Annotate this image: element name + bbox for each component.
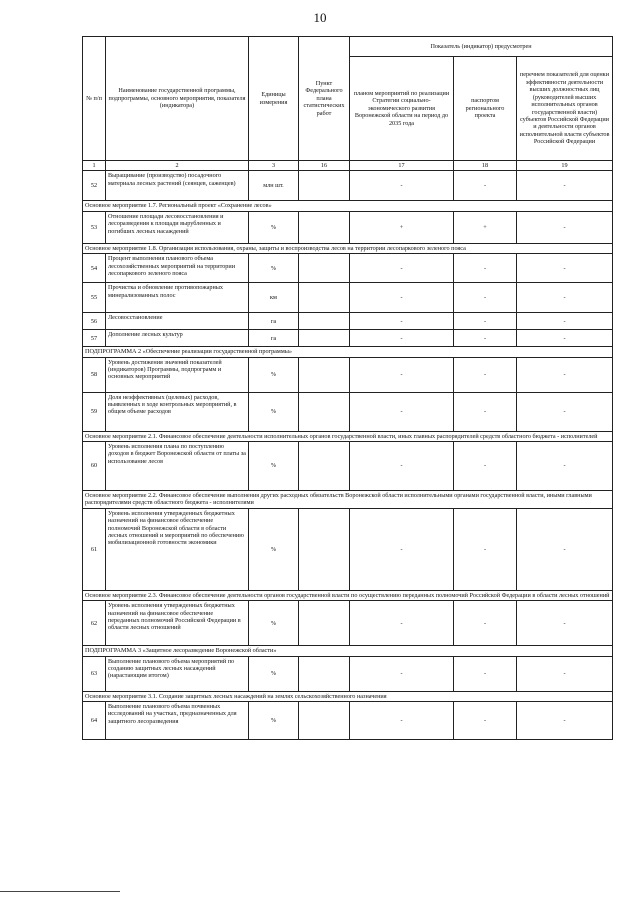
section-row bbox=[83, 590, 613, 600]
table-row bbox=[83, 211, 613, 243]
table-row bbox=[83, 656, 613, 691]
header-passport: паспортом регионального проекта bbox=[454, 57, 517, 161]
header-index: 1 bbox=[83, 161, 106, 171]
header-index: 3 bbox=[249, 161, 299, 171]
strategy-cell: - bbox=[350, 313, 454, 330]
passport-cell: - bbox=[454, 702, 517, 740]
indicator-name: Уровень исполнения утвержденных бюджетных назначений на финансовое обеспечение переданных полномочий Российской Федерации в области лесных отношений bbox=[106, 601, 249, 646]
unit-cell: % bbox=[249, 508, 299, 590]
strategy-cell: - bbox=[350, 392, 454, 431]
indicator-name: Отношение площади лесовосстановления и лесоразведения к площади вырубленных и погибших лесных насаждений bbox=[106, 211, 249, 243]
unit-cell: % bbox=[249, 601, 299, 646]
passport-cell: - bbox=[454, 254, 517, 283]
row-number: 53 bbox=[83, 211, 106, 243]
list-cell: - bbox=[517, 313, 613, 330]
list-cell: - bbox=[517, 656, 613, 691]
strategy-cell: + bbox=[350, 211, 454, 243]
table-row bbox=[83, 601, 613, 646]
footer-divider bbox=[0, 891, 120, 892]
passport-cell: - bbox=[454, 442, 517, 491]
table-row bbox=[83, 392, 613, 431]
unit-cell: % bbox=[249, 656, 299, 691]
row-number: 60 bbox=[83, 442, 106, 491]
list-cell: - bbox=[517, 283, 613, 313]
header-index: 16 bbox=[299, 161, 350, 171]
indicator-name: Дополнение лесных культур bbox=[106, 330, 249, 347]
list-cell: - bbox=[517, 442, 613, 491]
strategy-cell: - bbox=[350, 283, 454, 313]
fed-plan-cell bbox=[299, 313, 350, 330]
indicator-name: Доля неэффективных (целевых) расходов, выявленных в ходе контрольных мероприятий, в общем объеме расходов bbox=[106, 392, 249, 431]
row-number: 52 bbox=[83, 171, 106, 201]
row-number: 59 bbox=[83, 392, 106, 431]
table-row bbox=[83, 171, 613, 201]
indicator-name: Уровень исполнения утвержденных бюджетных назначений на финансовое обеспечение полномочий Воронежской области в области лесных отношений и мероприятий по обеспечению мобилизационной готовности экономики bbox=[106, 508, 249, 590]
strategy-cell: - bbox=[350, 656, 454, 691]
strategy-cell: - bbox=[350, 442, 454, 491]
fed-plan-cell bbox=[299, 656, 350, 691]
strategy-cell: - bbox=[350, 171, 454, 201]
unit-cell: % bbox=[249, 357, 299, 392]
passport-cell: - bbox=[454, 283, 517, 313]
passport-cell: - bbox=[454, 313, 517, 330]
row-number: 61 bbox=[83, 508, 106, 590]
table-header bbox=[83, 37, 613, 171]
table-row bbox=[83, 357, 613, 392]
row-number: 56 bbox=[83, 313, 106, 330]
unit-cell: % bbox=[249, 392, 299, 431]
section-title: Основное мероприятие 2.3. Финансовое обеспечение деятельности органов государственной власти по осуществлению переданных полномочий Российской Федерации в области лесных отношений bbox=[83, 590, 613, 600]
unit-cell: га bbox=[249, 330, 299, 347]
table-row bbox=[83, 254, 613, 283]
header-index: 2 bbox=[106, 161, 249, 171]
subprogram-row bbox=[83, 646, 613, 656]
fed-plan-cell bbox=[299, 702, 350, 740]
subprogram-title: ПОДПРОГРАММА 3 «Защитное лесоразведение Воронежской области» bbox=[83, 646, 613, 656]
unit-cell: % bbox=[249, 254, 299, 283]
unit-cell: % bbox=[249, 442, 299, 491]
strategy-cell: - bbox=[350, 357, 454, 392]
fed-plan-cell bbox=[299, 392, 350, 431]
unit-cell: % bbox=[249, 702, 299, 740]
header-index: 19 bbox=[517, 161, 613, 171]
indicator-name: Уровень исполнения плана по поступлению доходов в бюджет Воронежской области от платы за использование лесов bbox=[106, 442, 249, 491]
row-number: 55 bbox=[83, 283, 106, 313]
passport-cell: - bbox=[454, 392, 517, 431]
subprogram-title: ПОДПРОГРАММА 2 «Обеспечение реализации государственной программы» bbox=[83, 347, 613, 357]
section-title: Основное мероприятие 1.8. Организация использования, охраны, защиты и воспроизводства лесов на территории лесопаркового зеленого пояса bbox=[83, 243, 613, 253]
fed-plan-cell bbox=[299, 330, 350, 347]
header-unit: Единицы измерения bbox=[249, 37, 299, 161]
passport-cell: - bbox=[454, 508, 517, 590]
header-fed-plan: Пункт Федерального плана статистических работ bbox=[299, 37, 350, 161]
list-cell: - bbox=[517, 601, 613, 646]
list-cell: - bbox=[517, 211, 613, 243]
section-title: Основное мероприятие 2.1. Финансовое обеспечение деятельности исполнительных органов государственной власти, иных главных распорядителей средств областного бюджета - исполнителей bbox=[83, 431, 613, 441]
fed-plan-cell bbox=[299, 254, 350, 283]
section-row bbox=[83, 201, 613, 211]
row-number: 63 bbox=[83, 656, 106, 691]
row-number: 58 bbox=[83, 357, 106, 392]
header-provided: Показатель (индикатор) предусмотрен bbox=[350, 37, 613, 57]
strategy-cell: - bbox=[350, 508, 454, 590]
fed-plan-cell bbox=[299, 171, 350, 201]
section-row bbox=[83, 431, 613, 441]
strategy-cell: - bbox=[350, 330, 454, 347]
passport-cell: - bbox=[454, 171, 517, 201]
fed-plan-cell bbox=[299, 211, 350, 243]
indicator-name: Лесовосстановление bbox=[106, 313, 249, 330]
passport-cell: + bbox=[454, 211, 517, 243]
passport-cell: - bbox=[454, 601, 517, 646]
table-row bbox=[83, 442, 613, 491]
row-number: 57 bbox=[83, 330, 106, 347]
strategy-cell: - bbox=[350, 254, 454, 283]
indicator-name: Выполнение планового объема почвенных исследований на участках, предназначенных для защитного лесоразведения bbox=[106, 702, 249, 740]
strategy-cell: - bbox=[350, 702, 454, 740]
indicator-name: Прочистка и обновление противопожарных минерализованных полос bbox=[106, 283, 249, 313]
row-number: 54 bbox=[83, 254, 106, 283]
indicators-table bbox=[82, 36, 613, 740]
fed-plan-cell bbox=[299, 508, 350, 590]
section-row bbox=[83, 243, 613, 253]
header-index: 18 bbox=[454, 161, 517, 171]
table-row bbox=[83, 702, 613, 740]
table-row bbox=[83, 330, 613, 347]
fed-plan-cell bbox=[299, 357, 350, 392]
fed-plan-cell bbox=[299, 442, 350, 491]
table-row bbox=[83, 508, 613, 590]
passport-cell: - bbox=[454, 357, 517, 392]
indicator-name: Выращивание (производство) посадочного материала лесных растений (сеянцев, саженцев) bbox=[106, 171, 249, 201]
header-strategy: планом мероприятий по реализации Стратегии социально-экономического развития Воронежской области на период до 2035 года bbox=[350, 57, 454, 161]
list-cell: - bbox=[517, 171, 613, 201]
unit-cell: км bbox=[249, 283, 299, 313]
table-row bbox=[83, 313, 613, 330]
subprogram-row bbox=[83, 347, 613, 357]
unit-cell: га bbox=[249, 313, 299, 330]
row-number: 64 bbox=[83, 702, 106, 740]
header-index: 17 bbox=[350, 161, 454, 171]
indicator-name: Процент выполнения планового объема лесохозяйственных мероприятий на территории лесопаркового зеленого пояса bbox=[106, 254, 249, 283]
section-row bbox=[83, 491, 613, 509]
unit-cell: % bbox=[249, 211, 299, 243]
indicator-name: Выполнение планового объема мероприятий по созданию защитных лесных насаждений (нарастающим итогом) bbox=[106, 656, 249, 691]
page-number: 10 bbox=[313, 10, 327, 25]
fed-plan-cell bbox=[299, 601, 350, 646]
section-title: Основное мероприятие 1.7. Региональный проект «Сохранение лесов» bbox=[83, 201, 613, 211]
header-num: № п/п bbox=[83, 37, 106, 161]
list-cell: - bbox=[517, 508, 613, 590]
unit-cell: млн шт. bbox=[249, 171, 299, 201]
section-title: Основное мероприятие 2.2. Финансовое обеспечение выполнения других расходных обязательств Воронежской области исполнительными органами государственной власти, иными главными распорядителями средств областного бюджета - исполнителями bbox=[83, 491, 613, 509]
row-number: 62 bbox=[83, 601, 106, 646]
section-title: Основное мероприятие 3.1. Создание защитных лесных насаждений на землях сельскохозяйственного назначения bbox=[83, 691, 613, 701]
list-cell: - bbox=[517, 702, 613, 740]
header-name: Наименование государственной программы, подпрограммы, основного мероприятия, показателя (индикатора) bbox=[106, 37, 249, 161]
list-cell: - bbox=[517, 330, 613, 347]
indicator-name: Уровень достижения значений показателей (индикаторов) Программы, подпрограмм и основных мероприятий bbox=[106, 357, 249, 392]
passport-cell: - bbox=[454, 330, 517, 347]
header-list: перечнем показателей для оценки эффективности деятельности высших должностных лиц (руководителей высших исполнительных органов государственной власти) субъектов Российской Федерации и деятельности органов исполнительной власти субъектов Российской Федерации bbox=[517, 57, 613, 161]
strategy-cell: - bbox=[350, 601, 454, 646]
table-body bbox=[83, 171, 613, 740]
fed-plan-cell bbox=[299, 283, 350, 313]
list-cell: - bbox=[517, 392, 613, 431]
list-cell: - bbox=[517, 357, 613, 392]
table-row bbox=[83, 283, 613, 313]
passport-cell: - bbox=[454, 656, 517, 691]
section-row bbox=[83, 691, 613, 701]
list-cell: - bbox=[517, 254, 613, 283]
